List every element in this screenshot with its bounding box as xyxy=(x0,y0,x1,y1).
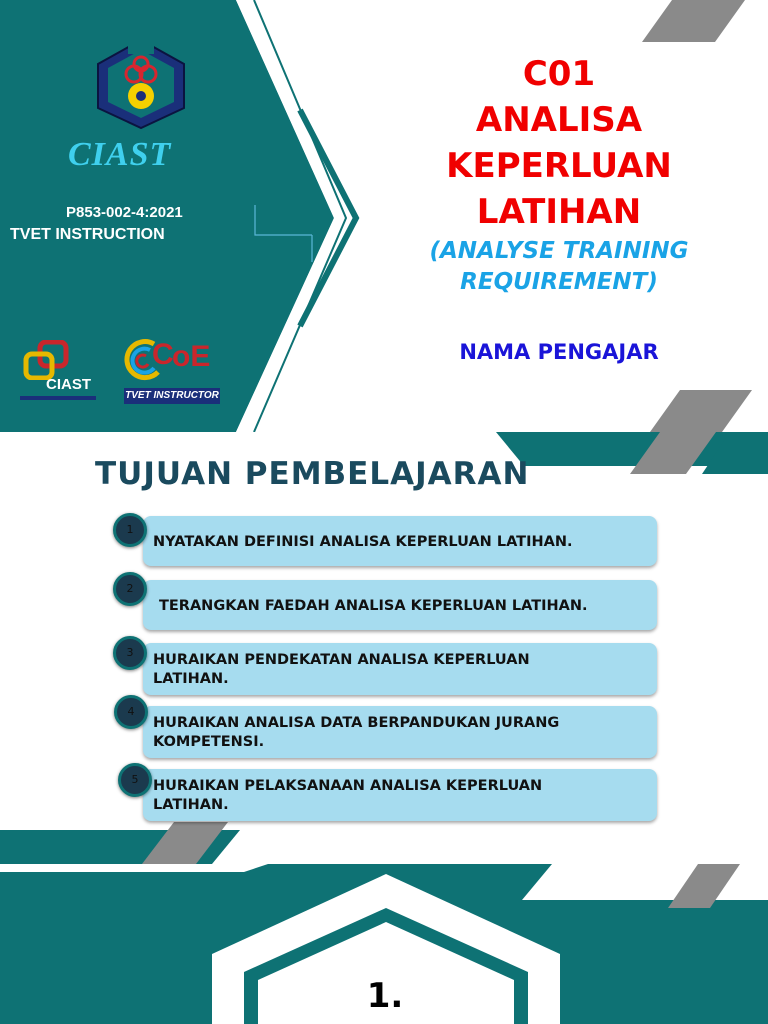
title-line-keperluan: KEPERLUAN xyxy=(446,146,672,186)
objective-item-2 xyxy=(143,580,657,630)
ciast-logo-text: CIAST xyxy=(68,136,172,173)
ciast-emblem-icon xyxy=(94,38,188,130)
objective-text-4-line-1: HURAIKAN ANALISA DATA BERPANDUKAN JURANG xyxy=(153,715,560,731)
course-code: C01 xyxy=(522,54,596,94)
title-line-latihan: LATIHAN xyxy=(476,192,642,232)
coe-tvet-band: TVET INSTRUCTOR xyxy=(124,388,220,404)
objective-text-1: NYATAKAN DEFINISI ANALISA KEPERLUAN LATIHAN. xyxy=(153,534,573,550)
document-code: P853-002-4:2021 xyxy=(66,204,183,221)
objective-text-5-line-1: HURAIKAN PELAKSANAAN ANALISA KEPERLUAN xyxy=(153,778,543,794)
coe-letter-c: C xyxy=(152,338,174,371)
coe-small-logo xyxy=(124,338,220,404)
objective-item-3 xyxy=(143,643,657,695)
objective-item-5 xyxy=(143,769,657,821)
title-line-analisa: ANALISA xyxy=(475,100,643,140)
coe-letters-oe: oE xyxy=(172,340,211,373)
tvet-instruction-label: TVET INSTRUCTION xyxy=(10,226,165,243)
english-title-line-2: REQUIREMENT) xyxy=(460,269,658,295)
instructor-name: NAMA PENGAJAR xyxy=(459,340,659,364)
objective-text-5-line-2: LATIHAN. xyxy=(153,797,229,813)
objective-text-2: TERANGKAN FAEDAH ANALISA KEPERLUAN LATIHAN. xyxy=(159,598,588,614)
objective-number-5: 5 xyxy=(118,763,152,797)
objective-number-2: 2 xyxy=(113,572,147,606)
ciast-small-logo-bar xyxy=(20,396,96,400)
objective-text-4-line-2: KOMPETENSI. xyxy=(153,734,265,750)
objective-number-4: 4 xyxy=(114,695,148,729)
ciast-small-logo-text: CIAST xyxy=(46,376,91,393)
objective-item-4 xyxy=(143,706,657,758)
ciast-small-logo xyxy=(18,340,96,406)
objectives-heading: TUJUAN PEMBELAJARAN xyxy=(95,456,530,492)
objective-item-1 xyxy=(143,516,657,566)
section-slide xyxy=(0,864,768,1024)
objectives-slide xyxy=(0,432,768,864)
title-slide xyxy=(0,0,768,432)
objective-number-3: 3 xyxy=(113,636,147,670)
english-title-line-1: (ANALYSE TRAINING xyxy=(429,238,689,264)
ciast-small-logo-icon xyxy=(18,340,96,380)
objective-text-3-line-2: LATIHAN. xyxy=(153,671,229,687)
objective-text-3-line-1: HURAIKAN PENDEKATAN ANALISA KEPERLUAN xyxy=(153,652,530,668)
section-number: 1. xyxy=(366,976,404,1016)
objective-number-1: 1 xyxy=(113,513,147,547)
